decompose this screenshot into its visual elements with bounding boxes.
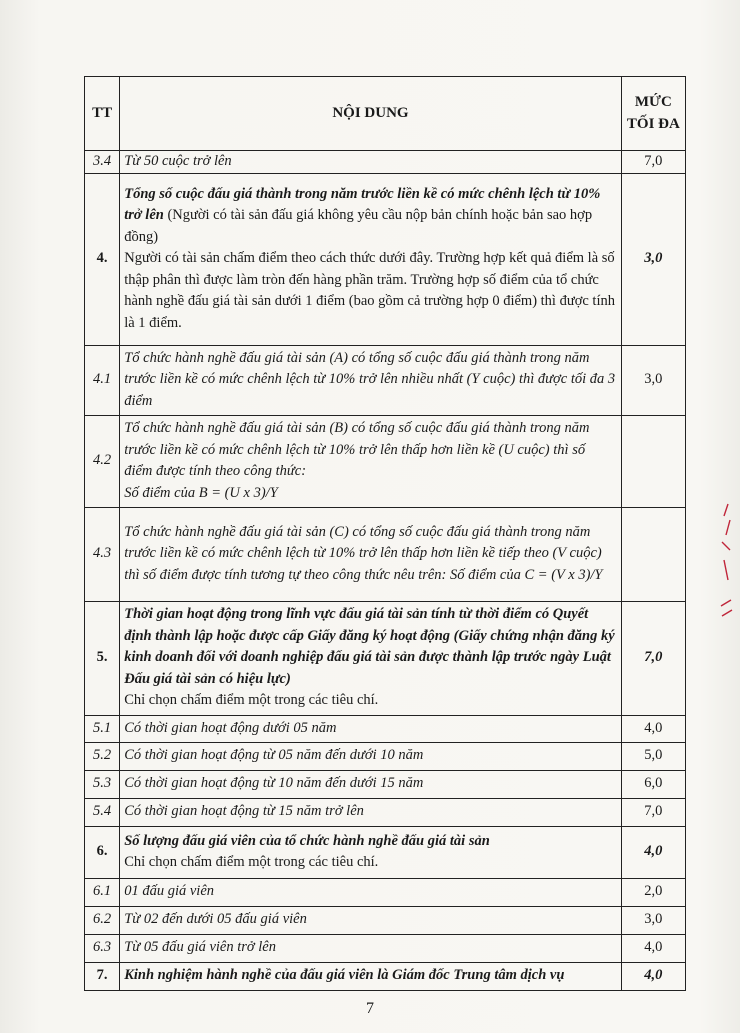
table-row bbox=[85, 507, 686, 601]
header-max-line1: MỨC bbox=[634, 94, 672, 110]
table-row bbox=[85, 934, 686, 962]
row-content: Kinh nghiệm hành nghề của đấu giá viên là Giám đốc Trung tâm dịch vụ bbox=[120, 962, 622, 990]
row-content: Tổ chức hành nghề đấu giá tài sản (C) có tổng số cuộc đấu giá thành trong năm trước liền kề có mức chênh lệch từ 10% trở lên thấp hơn liền kề tiếp theo (V cuộc) thì số điểm được tính tương tự theo công thức nêu trên: Số điểm của C = (V x 3)/Y bbox=[120, 507, 622, 601]
row-content: Có thời gian hoạt động từ 10 năm đến dưới 15 năm bbox=[120, 770, 622, 798]
row-max: 3,0 bbox=[621, 906, 685, 934]
row-max: 3,0 bbox=[621, 173, 685, 345]
row-tt: 6. bbox=[85, 826, 120, 878]
row-max: 4,0 bbox=[621, 826, 685, 878]
header-max-line2: TỐI ĐA bbox=[626, 115, 680, 132]
header-tt: TT bbox=[85, 77, 120, 151]
row-tt: 7. bbox=[85, 962, 120, 990]
row-content: Có thời gian hoạt động dưới 05 năm bbox=[120, 715, 622, 742]
margin-handwriting-mark bbox=[716, 500, 736, 620]
scoring-table bbox=[84, 76, 686, 991]
row-max: 4,0 bbox=[621, 934, 685, 962]
table-row bbox=[85, 962, 686, 990]
row-tt: 5.3 bbox=[85, 770, 120, 798]
row-content: Tổ chức hành nghề đấu giá tài sản (A) có tổng số cuộc đấu giá thành trong năm trước liền kề có mức chênh lệch từ 10% trở lên nhiều nhất (Y cuộc) thì được tối đa 3 điểm bbox=[120, 345, 622, 415]
row-tt: 6.3 bbox=[85, 934, 120, 962]
row-max: 4,0 bbox=[621, 715, 685, 742]
row-content bbox=[120, 601, 622, 715]
criterion-note: Người có tài sản chấm điểm theo cách thức dưới đây. Trường hợp kết quả điểm là số thập phân thì được làm tròn đến hàng phần trăm. Trường hợp số điểm của tổ chức hành nghề đấu giá tài sản dưới 1 điểm (bao gồm cả trường hợp 0 điểm) thì được tính là 1 điểm. bbox=[124, 250, 615, 331]
criterion-title: Tổng số cuộc đấu giá thành trong năm trước liền kề có mức chênh lệch từ 10% trở lên bbox=[124, 185, 601, 224]
table-row bbox=[85, 878, 686, 906]
table-row bbox=[85, 715, 686, 742]
row-max bbox=[621, 415, 685, 507]
row-tt: 4.1 bbox=[85, 345, 120, 415]
row-tt: 5. bbox=[85, 601, 120, 715]
row-tt: 6.2 bbox=[85, 906, 120, 934]
header-max bbox=[621, 77, 685, 151]
table-row bbox=[85, 173, 686, 345]
row-content: Từ 05 đấu giá viên trở lên bbox=[120, 934, 622, 962]
row-tt: 5.2 bbox=[85, 742, 120, 770]
criterion-title: Số lượng đấu giá viên của tổ chức hành nghề đấu giá tài sản bbox=[124, 832, 490, 849]
row-tt: 6.1 bbox=[85, 878, 120, 906]
row-content bbox=[120, 826, 622, 878]
criterion-text: Tổ chức hành nghề đấu giá tài sản (B) có tổng số cuộc đấu giá thành trong năm trước liền kề có mức chênh lệch từ 10% trở lên thấp hơn liền kề (U cuộc) thì số điểm được tính theo công thức: bbox=[124, 420, 590, 479]
criterion-note: Chỉ chọn chấm điểm một trong các tiêu chí. bbox=[124, 692, 379, 709]
table-row bbox=[85, 415, 686, 507]
row-content: Từ 50 cuộc trở lên bbox=[120, 151, 622, 174]
row-max: 7,0 bbox=[621, 798, 685, 826]
table-header-row bbox=[85, 77, 686, 151]
row-content: Từ 02 đến dưới 05 đấu giá viên bbox=[120, 906, 622, 934]
row-tt: 4.3 bbox=[85, 507, 120, 601]
page-number: 7 bbox=[366, 1000, 374, 1017]
row-max bbox=[621, 507, 685, 601]
row-max: 2,0 bbox=[621, 878, 685, 906]
row-tt: 5.4 bbox=[85, 798, 120, 826]
row-tt: 4.2 bbox=[85, 415, 120, 507]
row-content bbox=[120, 415, 622, 507]
row-max: 4,0 bbox=[621, 962, 685, 990]
row-max: 3,0 bbox=[621, 345, 685, 415]
criterion-note: Chỉ chọn chấm điểm một trong các tiêu chí. bbox=[124, 854, 379, 870]
row-tt: 4. bbox=[85, 173, 120, 345]
criterion-detail: (Người có tài sản đấu giá không yêu cầu nộp bản chính hoặc bản sao hợp đồng) bbox=[124, 207, 593, 245]
row-tt: 5.1 bbox=[85, 715, 120, 742]
row-max: 6,0 bbox=[621, 770, 685, 798]
criterion-title: Thời gian hoạt động trong lĩnh vực đấu giá tài sản tính từ thời điểm có Quyết định thành lập hoặc được cấp Giấy đăng ký hoạt động (Giấy chứng nhận đăng ký kinh doanh đối với doanh nghiệp đấu giá tài sản được thành lập trước ngày Luật Đấu giá tài sản có hiệu lực) bbox=[124, 606, 615, 687]
table-row bbox=[85, 826, 686, 878]
row-content: Có thời gian hoạt động từ 05 năm đến dưới 10 năm bbox=[120, 742, 622, 770]
row-content: 01 đấu giá viên bbox=[120, 878, 622, 906]
handwriting-mark-icon bbox=[716, 500, 736, 620]
header-content: NỘI DUNG bbox=[120, 77, 622, 151]
row-tt: 3.4 bbox=[85, 151, 120, 174]
row-content: Có thời gian hoạt động từ 15 năm trở lên bbox=[120, 798, 622, 826]
criterion-formula: Số điểm của B = (U x 3)/Y bbox=[124, 484, 278, 501]
table-row bbox=[85, 345, 686, 415]
table-row bbox=[85, 151, 686, 174]
table-row bbox=[85, 601, 686, 715]
table-row bbox=[85, 770, 686, 798]
row-content bbox=[120, 173, 622, 345]
table-row bbox=[85, 906, 686, 934]
row-max: 7,0 bbox=[621, 601, 685, 715]
row-max: 5,0 bbox=[621, 742, 685, 770]
table-row bbox=[85, 742, 686, 770]
row-max: 7,0 bbox=[621, 151, 685, 174]
table-row bbox=[85, 798, 686, 826]
